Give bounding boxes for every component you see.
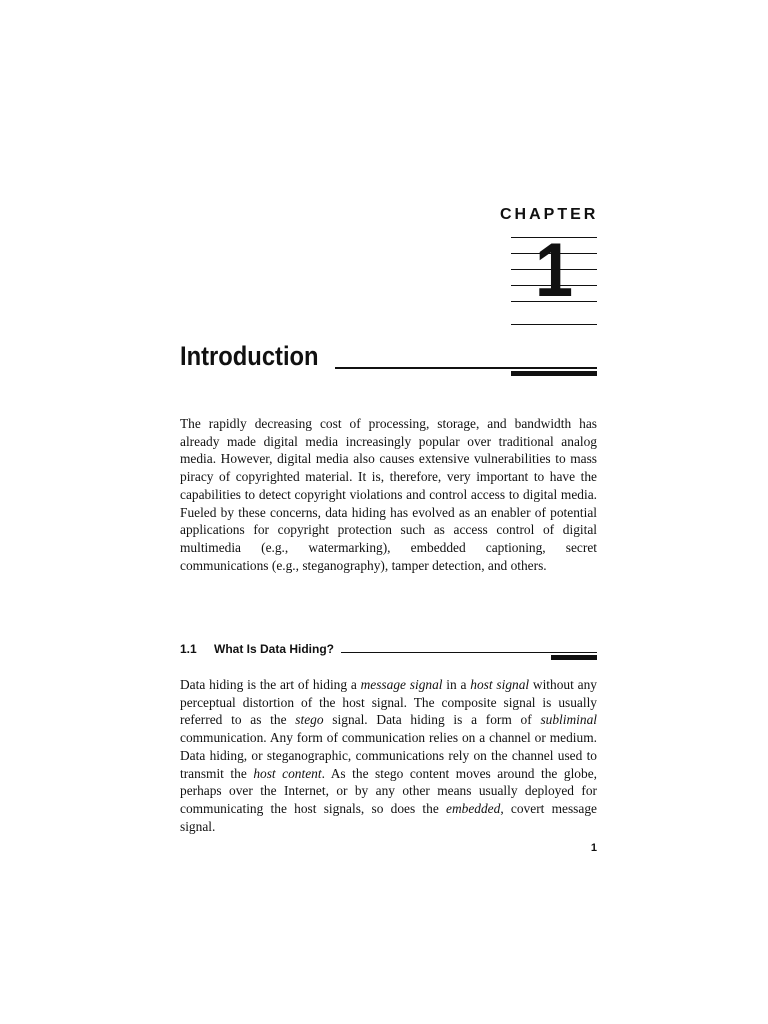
text-run: without any perceptual distortion of the host signal. The composite signal is usually referred to as the xyxy=(180,677,597,728)
text-run: , covert message signal. xyxy=(180,800,597,834)
text-run: communication. Any form of communication relies on a channel or medium. Data hiding, or steganographic, communications rely on the channel used to transmit the xyxy=(180,730,597,781)
text-run: Data hiding is the art of hiding a xyxy=(180,677,361,692)
emphasis: host content xyxy=(253,765,322,781)
chapter-title: Introduction xyxy=(180,341,319,371)
section-title: What Is Data Hiding? xyxy=(214,642,334,656)
chapter-number-block xyxy=(511,228,597,327)
emphasis: host signal xyxy=(470,677,530,692)
chapter-label: CHAPTER xyxy=(500,206,599,223)
intro-paragraph: The rapidly decreasing cost of processing, storage, and bandwidth has already made digital media increasingly popular over traditional analog media. However, digital media also causes extensive vulnerabilities to mass piracy of copyrighted material. It is, therefore, very important to have the capabilities to detect copyright violations and control access to digital media. Fueled by these concerns, data hiding has evolved as an enabler of potential applications for copyright protection such as access control of digital multimedia (e.g., watermarking), embedded captioning, secret communications (e.g., steganography), tamper detection, and others. xyxy=(180,416,597,573)
chapter-number: 1 xyxy=(534,228,574,313)
text-run: . As the stego content moves around the globe, perhaps over the Internet, or by any other means usually deployed for communicating the host signals, so does the xyxy=(180,765,597,816)
emphasis: message signal xyxy=(360,677,443,692)
chapter-rule xyxy=(511,324,597,325)
page-number: 1 xyxy=(590,842,597,854)
emphasis: embedded xyxy=(446,800,501,816)
emphasis: stego xyxy=(295,712,324,728)
title-bar xyxy=(511,371,597,376)
section-rule xyxy=(341,652,597,653)
emphasis: subliminal xyxy=(540,712,597,728)
text-run: in a xyxy=(442,677,471,692)
title-rule xyxy=(335,367,597,369)
section-bar xyxy=(551,655,597,660)
section-heading xyxy=(180,642,334,656)
section-paragraph xyxy=(180,676,597,835)
text-run: signal. Data hiding is a form of xyxy=(323,712,541,728)
section-number: 1.1 xyxy=(180,642,197,656)
